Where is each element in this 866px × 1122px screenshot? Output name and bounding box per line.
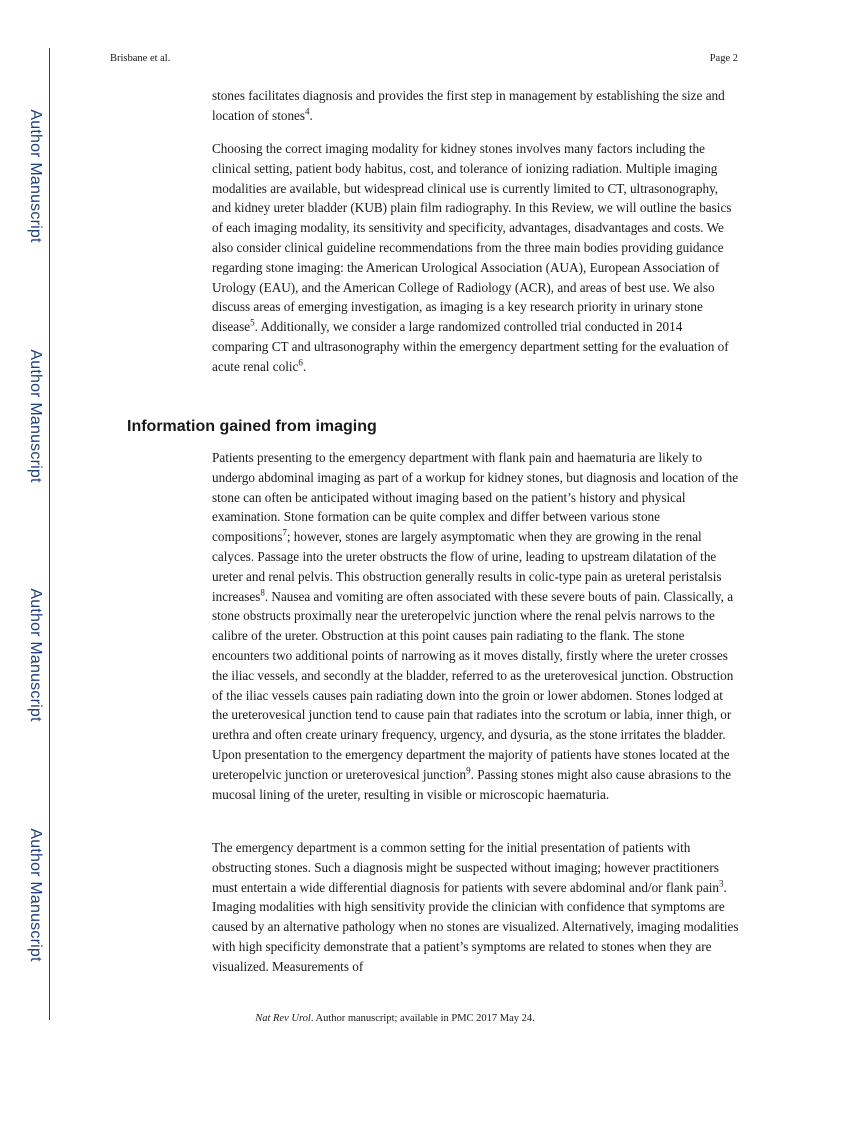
section-heading: Information gained from imaging (127, 418, 377, 435)
citation-ref[interactable]: 8 (260, 587, 265, 598)
footer-citation: Nat Rev Urol. Author manuscript; available in PMC 2017 May 24. (255, 1013, 535, 1024)
running-header-authors: Brisbane et al. (110, 53, 171, 64)
paragraph-3: Patients presenting to the emergency department with flank pain and haematuria are likely to undergo abdominal imaging as part of a workup for kidney stones, but diagnosis and location of the stone can often be anticipated without imaging based on the patient’s history and physical examination. Stone formation can be quite complex and differ between various stone compositions$^7$; however, stones are largely asymptomatic when they are growing in the renal calyces. Passage into the ureter obstructs the flow of urine, leading to upstream dilatation of the ureter and renal pelvis. This obstruction generally results in colic-type pain as ureteral peristalsis increases$^8$. Nausea and vomiting are often associated with these severe bouts of pain. Classically, a stone obstructs proximally near the ureteropelvic junction where the renal pelvis narrows to the calibre of the ureter. Obstruction at this point causes pain radiating to the flank. The stone encounters two additional points of narrowing as it moves distally, firstly where the ureter crosses the iliac vessels, and secondly at the bladder, referred to as the ureterovesical junction. Obstruction of the iliac vessels causes pain radiating down into the groin or lower abdomen. Stones lodged at the ureterovesical junction tend to cause pain that radiates into the scrotum or labia, inner thigh, or urethra and often create urinary frequency, urgency, and dysuria, as the stone irritates the bladder. Upon presentation to the emergency department the majority of patients have stones located at the ureteropelvic junction or ureterovesical junction$^9$. Passing stones might also cause abrasions to the mucosal lining of the ureter, resulting in visible or microscopic haematuria. (212, 450, 739, 802)
paragraph-1: stones facilitates diagnosis and provides the first step in management by establishing the size and location of stones$^4$. (212, 88, 725, 123)
citation-ref[interactable]: 6 (298, 357, 303, 368)
citation-ref[interactable]: 4 (305, 106, 310, 117)
citation-ref[interactable]: 3 (718, 878, 724, 889)
paragraph-2: Choosing the correct imaging modality for kidney stones involves many factors including the clinical setting, patient body habitus, cost, and tolerance of ionizing radiation. Multiple imaging modalities are available, but widespread clinical use is currently limited to CT, ultrasonography, and kidney ureter bladder (KUB) plain film radiography. In this Review, we will outline the basics of each imaging modality, its sensitivity and specificity, advantages, disadvantages and costs. We also consider clinical guideline recommendations from the three main bodies providing guidance regarding stone imaging: the American Urological Association (AUA), European Association of Urology (EAU), and the American College of Radiology (ACR), and areas of best use. We also discuss areas of emerging investigation, as imaging is a key research priority in urinary stone disease$^5$. Additionally, we consider a large randomized controlled trial conducted in 2014 comparing CT and ultrasonography within the emergency department setting for the evaluation of acute renal colic$^6$. (212, 141, 732, 374)
page-number: Page 2 (709, 53, 738, 64)
journal-name: Nat Rev Urol (255, 1013, 311, 1024)
sidebar-rule (49, 48, 50, 1020)
citation-ref[interactable]: 9 (466, 765, 471, 776)
citation-ref[interactable]: 5 (250, 317, 255, 328)
citation-ref[interactable]: 7 (282, 527, 287, 538)
paragraph-4: The emergency department is a common setting for the initial presentation of patients with obstructing stones. Such a diagnosis might be suspected without imaging; however practitioners must entertain a wide differential diagnosis for patients with severe abdominal and/or flank pain$^3$. Imaging modalities with high sensitivity provide the clinician with confidence that symptoms are caused by an alternative pathology when no stones are visualized. Alternatively, imaging modalities with high specificity demonstrate that a patient’s symptoms are related to stones when they are visualized. Measurements of (212, 840, 739, 974)
